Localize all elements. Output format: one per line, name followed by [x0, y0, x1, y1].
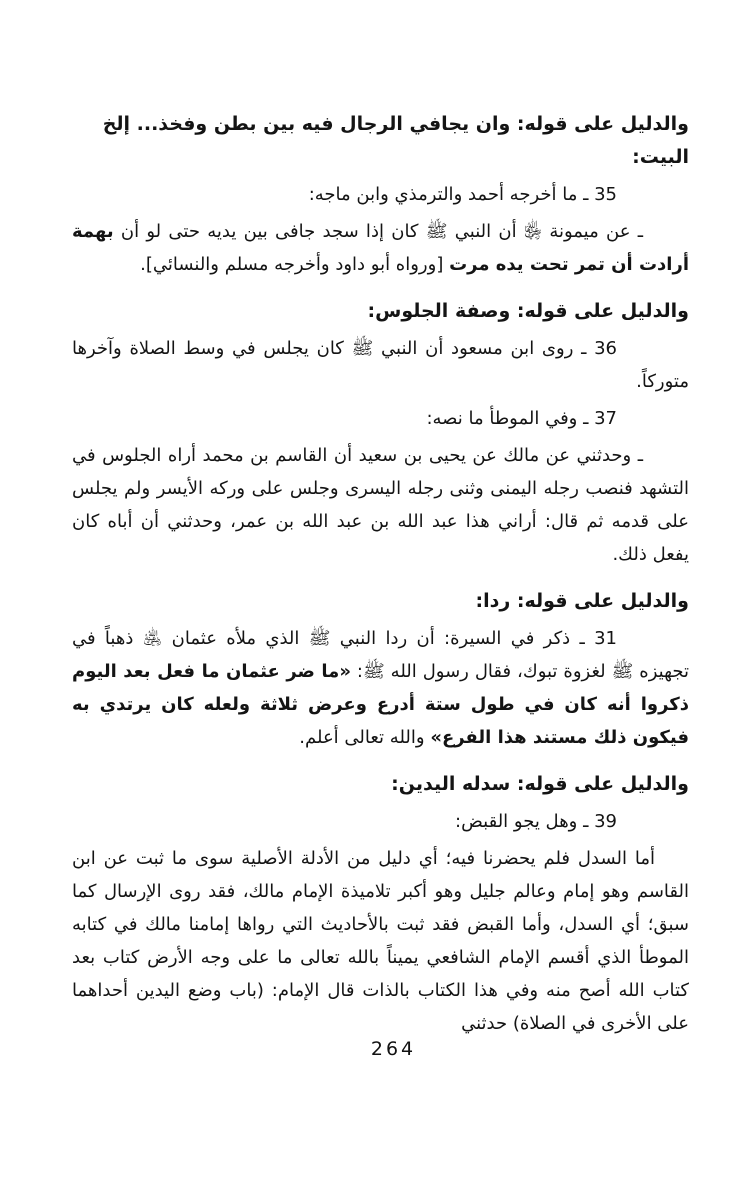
section-heading: [72, 295, 689, 328]
body-paragraph: [72, 332, 689, 398]
text-column: [72, 94, 689, 1044]
emphasized-text-segment: بهمة أرادت أن تمر تحت يده مرت: [72, 221, 689, 275]
body-paragraph: [72, 439, 689, 571]
body-paragraph: [72, 178, 689, 211]
body-paragraph: [72, 402, 689, 435]
text-segment: والدليل على قوله: وصفة الجلوس:: [367, 300, 689, 322]
text-segment: ـ وحدثني عن مالك عن يحيى بن سعيد أن القاسم بن محمد أراه الجلوس في التشهد فنصب رجله اليمنى وثنى رجله اليسرى وجلس على وركه الأيسر ولم يجلس على قدمه ثم قال: أراني هذا عبد الله بن عبد الله بن عمر، وحدثني أن أباه كان يفعل ذلك.: [72, 445, 689, 565]
text-segment: والدليل على قوله: سدله اليدين:: [391, 773, 689, 795]
section-heading: [72, 768, 689, 801]
section-heading: [72, 108, 689, 174]
text-segment: 35 ـ ما أخرجه أحمد والترمذي وابن ماجه:: [308, 184, 617, 205]
section-heading: [72, 585, 689, 618]
text-segment: [ورواه أبو داود وأخرجه مسلم والنسائي].: [140, 254, 450, 275]
text-segment: 37 ـ وفي الموطأ ما نصه:: [426, 408, 617, 429]
text-segment: والدليل على قوله: وان يجافي الرجال فيه بين بطن وفخذ... إلخ البيت:: [102, 113, 689, 168]
body-paragraph: [72, 622, 689, 754]
body-paragraph: [72, 805, 689, 838]
text-segment: 36 ـ روى ابن مسعود أن النبي ﷺ كان يجلس في وسط الصلاة وآخرها متوركاً.: [72, 338, 689, 392]
text-segment: أما السدل فلم يحضرنا فيه؛ أي دليل من الأدلة الأصلية سوى ما ثبت عن ابن القاسم وهو إمام وعالم جليل وهو أكبر تلاميذة الإمام مالك، فقد روى الإرسال كما سبق؛ أي السدل، وأما القبض فقد ثبت بالأحاديث التي رواها إمامنا مالك في كتابه الموطأ الذي أقسم الإمام الشافعي يميناً بالله تعالى ما على وجه الأرض كتاب بعد كتاب الله أصح منه وفي هذا الكتاب بالذات قال الإمام: (باب وضع اليدين أحداهما على الأخرى في الصلاة) حدثني: [72, 848, 689, 1034]
page-number: 264: [370, 1038, 417, 1060]
text-segment: 39 ـ وهل يجو القبض:: [455, 811, 617, 832]
text-segment: والدليل على قوله: ردا:: [475, 590, 689, 612]
body-paragraph: [72, 842, 689, 1040]
body-paragraph: [72, 215, 689, 281]
text-segment: والله تعالى أعلم.: [299, 727, 431, 748]
text-segment: ـ عن ميمونة ﵂ أن النبي ﷺ كان إذا سجد جافى بين يديه حتى لو أن: [113, 221, 643, 242]
text-segment: 31 ـ ذكر في السيرة: أن ردا النبي ﷺ الذي ملأه عثمان ﵁ ذهباً في تجهيزه ﷺ لغزوة تبوك، فقال رسول الله ﷺ:: [72, 628, 689, 682]
emphasized-text-segment: «ما ضر عثمان ما فعل بعد اليوم ذكروا أنه كان في طول ستة أدرع وعرض ثلاثة ولعله كان يرتدي به فيكون ذلك مستند هذا الفرع»: [72, 661, 689, 748]
